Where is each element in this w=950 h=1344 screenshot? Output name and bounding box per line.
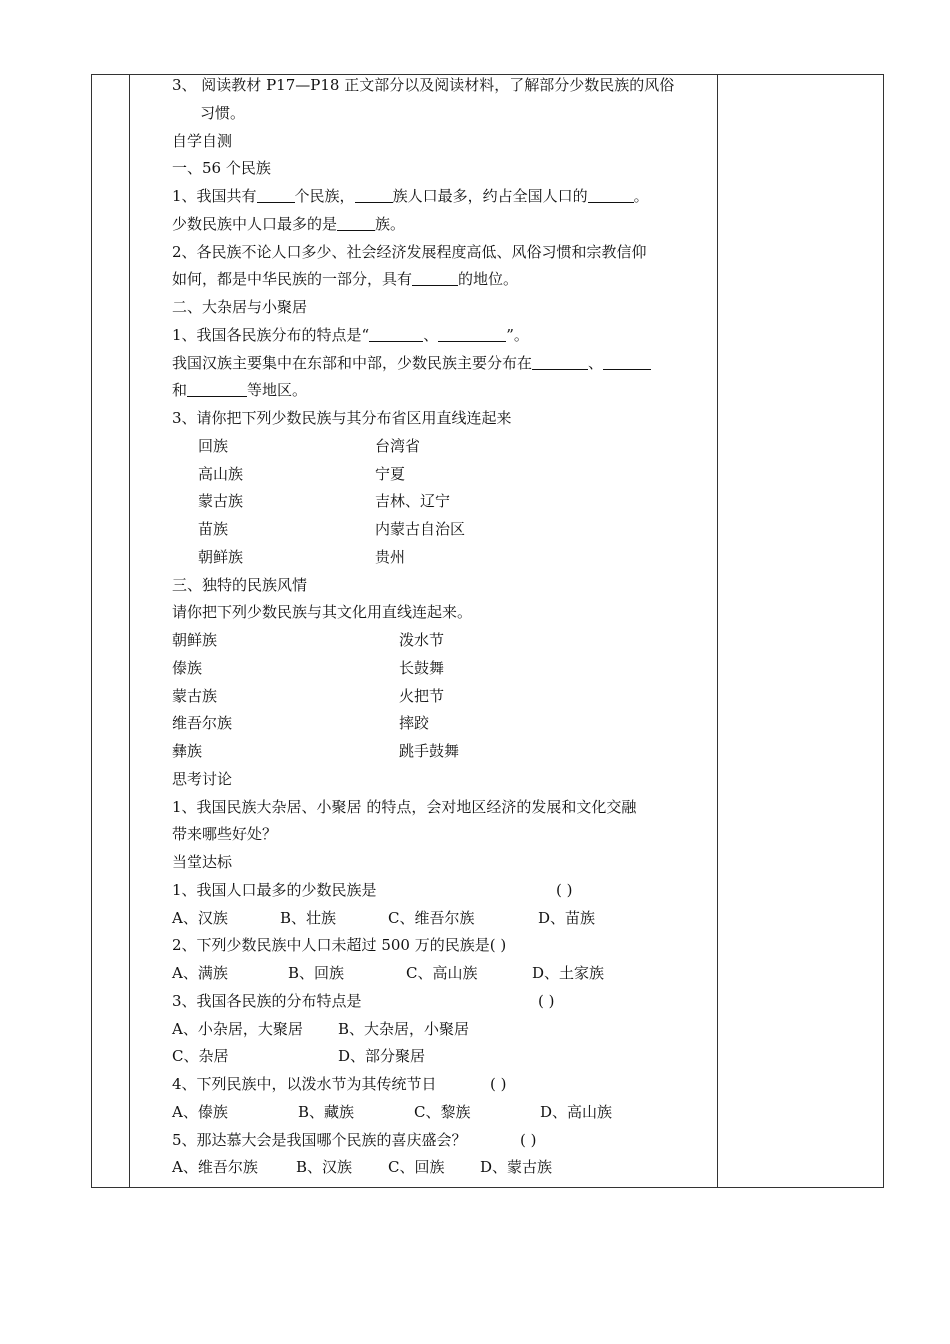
section-heading: 自学自测 bbox=[172, 131, 233, 150]
match-row: 彝族 跳手鼓舞 bbox=[172, 742, 460, 760]
quiz-option[interactable]: B、壮族 bbox=[280, 908, 337, 927]
match-row: 朝鲜族 贵州 bbox=[198, 547, 406, 566]
quiz-stem: 5、那达慕大会是我国哪个民族的喜庆盛会？ ( ) bbox=[172, 1127, 712, 1155]
quiz-stem: 4、下列民族中，以泼水节为其传统节日 ( ) bbox=[172, 1071, 712, 1099]
reading-task-cont: 习惯。 bbox=[200, 103, 246, 122]
quiz-option[interactable]: C、高山族 bbox=[406, 964, 478, 982]
column-divider-right bbox=[717, 74, 718, 1188]
quiz-option[interactable]: D、部分聚居 bbox=[338, 1047, 426, 1066]
fill-blank[interactable] bbox=[355, 186, 393, 203]
quiz-stem: 3、我国各民族的分布特点是 ( ) bbox=[172, 988, 712, 1016]
quiz-option[interactable]: B、藏族 bbox=[298, 1102, 355, 1121]
quiz-option[interactable]: A、傣族 bbox=[172, 1102, 228, 1121]
quiz-options bbox=[172, 1099, 712, 1127]
match-row: 回族 台湾省 bbox=[198, 436, 421, 455]
question-line: 少数民族中人口最多的是 族。 bbox=[172, 214, 406, 233]
quiz-option[interactable]: D、蒙古族 bbox=[480, 1158, 553, 1177]
question-line: 1、我国各民族分布的特点是“ 、 ”。 bbox=[172, 325, 529, 344]
fill-blank[interactable] bbox=[369, 325, 423, 342]
answer-paren[interactable]: ( ) bbox=[556, 880, 573, 899]
match-row: 蒙古族 火把节 bbox=[172, 686, 445, 705]
answer-paren[interactable]: ( ) bbox=[520, 1130, 537, 1149]
quiz-option[interactable]: A、满族 bbox=[172, 964, 228, 982]
quiz-option[interactable]: C、回族 bbox=[388, 1158, 445, 1177]
quiz-option[interactable]: D、苗族 bbox=[538, 908, 596, 927]
fill-blank[interactable] bbox=[532, 353, 588, 370]
section-heading: 当堂达标 bbox=[172, 853, 233, 871]
quiz-option[interactable]: A、维吾尔族 bbox=[172, 1158, 258, 1177]
question-line: 请你把下列少数民族与其文化用直线连起来。 bbox=[172, 603, 473, 622]
quiz-options bbox=[172, 960, 712, 988]
question-line: 我国汉族主要集中在东部和中部，少数民族主要分布在 、 bbox=[172, 350, 712, 378]
quiz-stem: 1、我国人口最多的少数民族是 ( ) bbox=[172, 877, 712, 905]
question-line: 2、各民族不论人口多少、社会经济发展程度高低、风俗习惯和宗教信仰 bbox=[172, 242, 647, 261]
match-row: 苗族 内蒙古自治区 bbox=[198, 520, 466, 538]
quiz-option[interactable]: A、小杂居，大聚居 bbox=[172, 1019, 303, 1038]
fill-blank[interactable] bbox=[603, 353, 651, 370]
quiz-option[interactable]: C、维吾尔族 bbox=[388, 908, 475, 927]
question-line: 1、我国民族大杂居、小聚居 的特点，会对地区经济的发展和文化交融 bbox=[172, 797, 637, 816]
fill-blank[interactable] bbox=[187, 380, 247, 397]
quiz-options bbox=[172, 1016, 712, 1044]
match-row: 维吾尔族 摔跤 bbox=[172, 714, 430, 733]
subsection-heading: 一、56 个民族 bbox=[172, 159, 271, 178]
quiz-option[interactable]: D、土家族 bbox=[532, 964, 605, 982]
quiz-options bbox=[172, 1154, 712, 1182]
quiz-options bbox=[172, 1043, 712, 1071]
match-row: 蒙古族 吉林、辽宁 bbox=[198, 492, 451, 511]
quiz-option[interactable]: D、高山族 bbox=[540, 1102, 613, 1121]
fill-blank[interactable] bbox=[588, 186, 634, 203]
section-heading: 思考讨论 bbox=[172, 769, 233, 788]
answer-paren[interactable]: ( ) bbox=[489, 936, 507, 955]
quiz-options bbox=[172, 905, 712, 933]
question-line: 1、我国共有 个民族， 族人口最多，约占全国人口的 。 bbox=[172, 187, 649, 205]
quiz-option[interactable]: B、汉族 bbox=[296, 1158, 353, 1177]
question-line: 带来哪些好处？ bbox=[172, 825, 278, 844]
subsection-heading: 二、大杂居与小聚居 bbox=[172, 298, 308, 316]
quiz-option[interactable]: B、大杂居，小聚居 bbox=[338, 1019, 470, 1038]
quiz-option[interactable]: C、黎族 bbox=[414, 1102, 471, 1121]
answer-paren[interactable]: ( ) bbox=[538, 991, 555, 1010]
match-row: 傣族 长鼓舞 bbox=[172, 658, 445, 677]
match-row: 朝鲜族 泼水节 bbox=[172, 631, 445, 649]
subsection-heading: 三、独特的民族风情 bbox=[172, 575, 308, 594]
fill-blank[interactable] bbox=[412, 269, 458, 286]
match-row: 高山族 宁夏 bbox=[198, 464, 406, 483]
quiz-stem: 2、下列少数民族中人口未超过 500 万的民族是( ) bbox=[172, 936, 507, 955]
reading-task: 3、 阅读教材 P17—P18 正文部分以及阅读材料，了解部分少数民族的风俗 bbox=[172, 76, 675, 94]
quiz-option[interactable]: C、杂居 bbox=[172, 1047, 229, 1066]
quiz-option[interactable]: A、汉族 bbox=[172, 908, 228, 927]
question-line: 如何，都是中华民族的一部分，具有 的地位。 bbox=[172, 270, 519, 289]
question-line: 和 等地区。 bbox=[172, 381, 308, 400]
lesson-content bbox=[172, 72, 712, 1182]
fill-blank[interactable] bbox=[337, 214, 375, 231]
fill-blank[interactable] bbox=[257, 186, 295, 203]
fill-blank[interactable] bbox=[438, 325, 506, 342]
column-divider-left bbox=[129, 74, 130, 1188]
answer-paren[interactable]: ( ) bbox=[490, 1075, 507, 1093]
quiz-option[interactable]: B、回族 bbox=[288, 964, 345, 982]
question-line: 3、请你把下列少数民族与其分布省区用直线连起来 bbox=[172, 409, 512, 427]
